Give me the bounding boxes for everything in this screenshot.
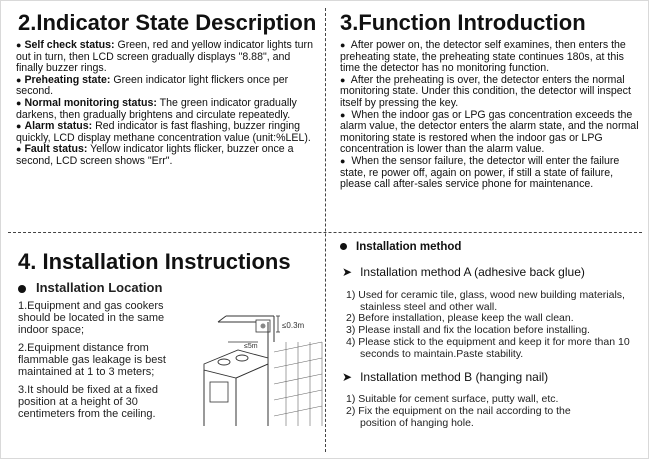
location-subtitle: Installation Location bbox=[18, 280, 162, 295]
method-a-step: 3) Please install and fix the location before installing. bbox=[346, 324, 590, 336]
arrow-right-icon: ➤ bbox=[342, 265, 353, 279]
kitchen-installation-illustration bbox=[198, 302, 324, 432]
method-a-step: 1) Used for ceramic tile, glass, wood new building materials, stainless steel and other wall. bbox=[346, 289, 625, 313]
vertical-divider bbox=[325, 8, 326, 452]
function-list bbox=[340, 40, 640, 191]
indicator-item: ● Self check status: Green, red and yellow indicator lights turn out in turn, then LCD screen gradually displays "8.88", and finally buzzer rings. bbox=[16, 39, 313, 75]
method-b-step: 2) Fix the equipment on the nail according to the position of hanging hole. bbox=[346, 405, 571, 429]
indicator-item: ● Fault status: Yellow indicator lights flicker, buzzer once a second, LCD screen shows "Err". bbox=[16, 143, 294, 167]
bullet-icon bbox=[340, 243, 347, 250]
method-b-heading: ➤ Installation method B (hanging nail) bbox=[342, 370, 549, 384]
method-b-step: 1) Suitable for cement surface, putty wall, etc. bbox=[346, 393, 559, 405]
leak-distance-label: ≤5m bbox=[244, 343, 258, 350]
method-a-heading: ➤ Installation method A (adhesive back glue) bbox=[342, 265, 585, 279]
location-item: 2.Equipment distance from flammable gas leakage is best maintained at 1 to 3 meters; bbox=[18, 342, 166, 379]
horizontal-divider bbox=[8, 232, 642, 233]
installation-title: 4. Installation Instructions bbox=[18, 249, 291, 274]
arrow-right-icon: ➤ bbox=[342, 370, 353, 384]
method-a-step: 2) Before installation, please keep the wall clean. bbox=[346, 312, 574, 324]
indicator-list bbox=[16, 40, 316, 168]
function-title: 3.Function Introduction bbox=[340, 10, 586, 35]
function-item: ● After the preheating is over, the detector enters the normal monitoring state. Under this condition, the detector will inspect itself by pressing the key. bbox=[340, 73, 631, 109]
function-item: ● When the indoor gas or LPG gas concentration exceeds the alarm value, the detector enters the alarm state, and the normal monitoring state is restored when the indoor gas or LPG concentration is lower than the alarm value. bbox=[340, 108, 639, 156]
ceiling-distance-label: ≤0.3m bbox=[282, 321, 305, 330]
location-item: 1.Equipment and gas cookers should be located in the same indoor space; bbox=[18, 300, 165, 337]
method-a-step: 4) Please stick to the equipment and keep it for more than 10 seconds to maintain.Paste stability. bbox=[346, 336, 630, 360]
bullet-icon bbox=[18, 285, 26, 293]
indicator-title: 2.Indicator State Description bbox=[18, 10, 317, 35]
function-item: ● After power on, the detector self examines, then enters the preheating state, the preheating state continues 180s, at this time the detector has no monitoring function. bbox=[340, 39, 626, 75]
indicator-item: ● Alarm status: Red indicator is fast flashing, buzzer ringing quickly, LCD display methane concentration value (unit:%LEL). bbox=[16, 120, 311, 144]
method-subtitle: Installation method bbox=[340, 241, 461, 253]
indicator-item: ● Normal monitoring status: The green indicator gradually darkens, then gradually brightens and circulate repeatedly. bbox=[16, 96, 297, 121]
location-item: 3.It should be fixed at a fixed position at a height of 30 centimeters from the ceiling. bbox=[18, 384, 159, 421]
indicator-item: ● Preheating state: Green indicator light flickers once per second. bbox=[16, 73, 289, 98]
function-item: ● When the sensor failure, the detector will enter the failure state, re power off, again on power, if still a state of failure, please call after-sales service phone for maintenance. bbox=[340, 154, 620, 191]
